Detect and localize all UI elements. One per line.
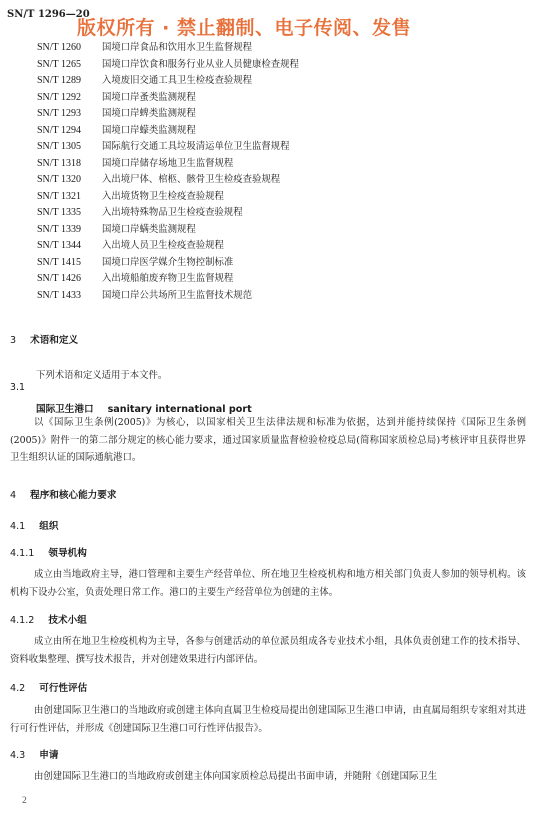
- reference-code: SN/T 1294: [37, 124, 81, 136]
- reference-item: [37, 73, 299, 90]
- reference-title: 国境口岸蚤类监测规程: [102, 91, 196, 103]
- section-title: 组织: [39, 521, 59, 532]
- section-title: 领导机构: [48, 548, 87, 559]
- reference-item: [37, 271, 299, 288]
- reference-code: SN/T 1292: [37, 91, 81, 103]
- reference-title: 国境口岸医学媒介生物控制标准: [102, 256, 234, 268]
- reference-item: [37, 123, 299, 140]
- reference-code: SN/T 1305: [37, 141, 81, 152]
- section-4-1-heading: [10, 518, 58, 532]
- reference-item: [37, 90, 299, 107]
- section-number: 4.1.1: [10, 548, 35, 559]
- reference-code: SN/T 1260: [37, 42, 81, 53]
- standard-code: SN/T 1296—20: [7, 9, 90, 20]
- section-3-heading: [10, 332, 78, 346]
- section-title: 技术小组: [48, 615, 87, 626]
- section-number: 3: [10, 335, 17, 346]
- section-4-1-1-text: 成立由当地政府主导，港口管理和主要生产经营单位、所在地卫生检疫机构和地方相关部门负责人参加的领导机构。该机构下设办公室，负责处理日常工作。港口的主要生产经营单位为创建的主体。: [10, 569, 526, 598]
- reference-title: 国境口岸饮食和服务行业从业人员健康检查规程: [102, 58, 299, 70]
- reference-item: [37, 156, 299, 173]
- section-title: 申请: [39, 750, 59, 761]
- reference-title: 入出境船舶废弃物卫生监督规程: [102, 273, 234, 284]
- reference-item: [37, 189, 299, 206]
- section-number: 4.3: [10, 750, 26, 761]
- section-4-2-text: 由创建国际卫生港口的当地政府或创建主体向直属卫生检疫局提出创建国际卫生港口申请，由直属局组织专家组对其进行可行性评估，并形成《创建国际卫生港口可行性评估报告》。: [10, 705, 526, 734]
- reference-item: [37, 139, 299, 156]
- section-title: 可行性评估: [39, 683, 88, 694]
- reference-code: SN/T 1415: [37, 256, 81, 268]
- reference-title: 国境口岸公共场所卫生监督技术规范: [102, 289, 253, 301]
- reference-title: 国际航行交通工具垃圾清运单位卫生监督规程: [102, 141, 290, 152]
- section-4-3-heading: [10, 747, 58, 761]
- reference-item: [37, 288, 299, 305]
- reference-title: 国境口岸螨类监测规程: [102, 223, 196, 235]
- reference-title: 入出境特殊物品卫生检疫查验规程: [102, 207, 243, 218]
- reference-title: 国境口岸食品和饮用水卫生监督规程: [102, 42, 253, 53]
- term-heading: [36, 401, 252, 415]
- reference-title: 国境口岸蜱类监测规程: [102, 108, 196, 119]
- section-4-1-2-text: 成立由所在地卫生检疫机构为主导，各参与创建活动的单位派员组成各专业技术小组，具体负责创建工作的技术指导、资料收集整理、撰写技术报告，并对创建效果进行内部评估。: [10, 636, 526, 665]
- reference-title: 入出境货物卫生检疫查验规程: [102, 190, 224, 202]
- reference-title: 入出境人员卫生检疫查验规程: [102, 240, 224, 251]
- section-4-3-text: 由创建国际卫生港口的当地政府或创建主体向国家质检总局提出书面申请，并随附《创建国际卫生: [34, 771, 438, 782]
- section-number: 4.2: [10, 683, 26, 694]
- reference-code: SN/T 1335: [37, 207, 81, 218]
- normative-references-list: [37, 40, 299, 304]
- reference-code: SN/T 1426: [37, 273, 81, 284]
- reference-code: SN/T 1293: [37, 108, 81, 119]
- section-4-1-2-heading: [10, 612, 87, 626]
- term-definition: 以《国际卫生条例(2005)》为核心，以国家相关卫生法律法规和标准为依据，达到并能持续保持《国际卫生条例(2005)》附件一的第二部分规定的核心能力要求，通过国家质量监督检验检疫总局(简称国家质检总局)考核评审且获得世界卫生组织认证的国际通航港口。: [10, 417, 526, 463]
- reference-title: 国境口岸储存场地卫生监督规程: [102, 157, 234, 169]
- reference-code: SN/T 1318: [37, 157, 81, 169]
- term-number: 3.1: [10, 382, 25, 393]
- reference-title: 入境废旧交通工具卫生检疫查验规程: [102, 75, 253, 86]
- reference-code: SN/T 1265: [37, 58, 81, 70]
- section-4-1-1-heading: [10, 545, 87, 559]
- copyright-watermark: 版权所有 · 禁止翻制、电子传阅、发售: [77, 17, 411, 39]
- section-title: 程序和核心能力要求: [30, 490, 117, 501]
- reference-item: [37, 106, 299, 123]
- section-title: 术语和定义: [30, 335, 79, 346]
- section-number: 4.1.2: [10, 615, 35, 626]
- reference-code: SN/T 1320: [37, 174, 81, 185]
- reference-code: SN/T 1433: [37, 289, 81, 301]
- reference-code: SN/T 1344: [37, 240, 81, 251]
- reference-code: SN/T 1289: [37, 75, 81, 86]
- section-3-intro: 下列术语和定义适用于本文件。: [36, 370, 168, 381]
- reference-title: 国境口岸蠓类监测规程: [102, 124, 196, 136]
- section-4-heading: [10, 487, 116, 501]
- reference-item: [37, 255, 299, 272]
- reference-item: [37, 57, 299, 74]
- reference-item: [37, 40, 299, 57]
- reference-title: 入出境尸体、棺柩、骸骨卫生检疫查验规程: [102, 174, 281, 185]
- page-number: 2: [22, 796, 27, 806]
- term-english: sanitary international port: [107, 404, 252, 415]
- section-4-2-heading: [10, 680, 87, 694]
- term-chinese: 国际卫生港口: [36, 404, 94, 415]
- reference-item: [37, 222, 299, 239]
- reference-item: [37, 238, 299, 255]
- reference-item: [37, 205, 299, 222]
- section-number: 4.1: [10, 521, 26, 532]
- reference-code: SN/T 1339: [37, 223, 81, 235]
- reference-item: [37, 172, 299, 189]
- reference-code: SN/T 1321: [37, 190, 81, 202]
- section-number: 4: [10, 490, 17, 501]
